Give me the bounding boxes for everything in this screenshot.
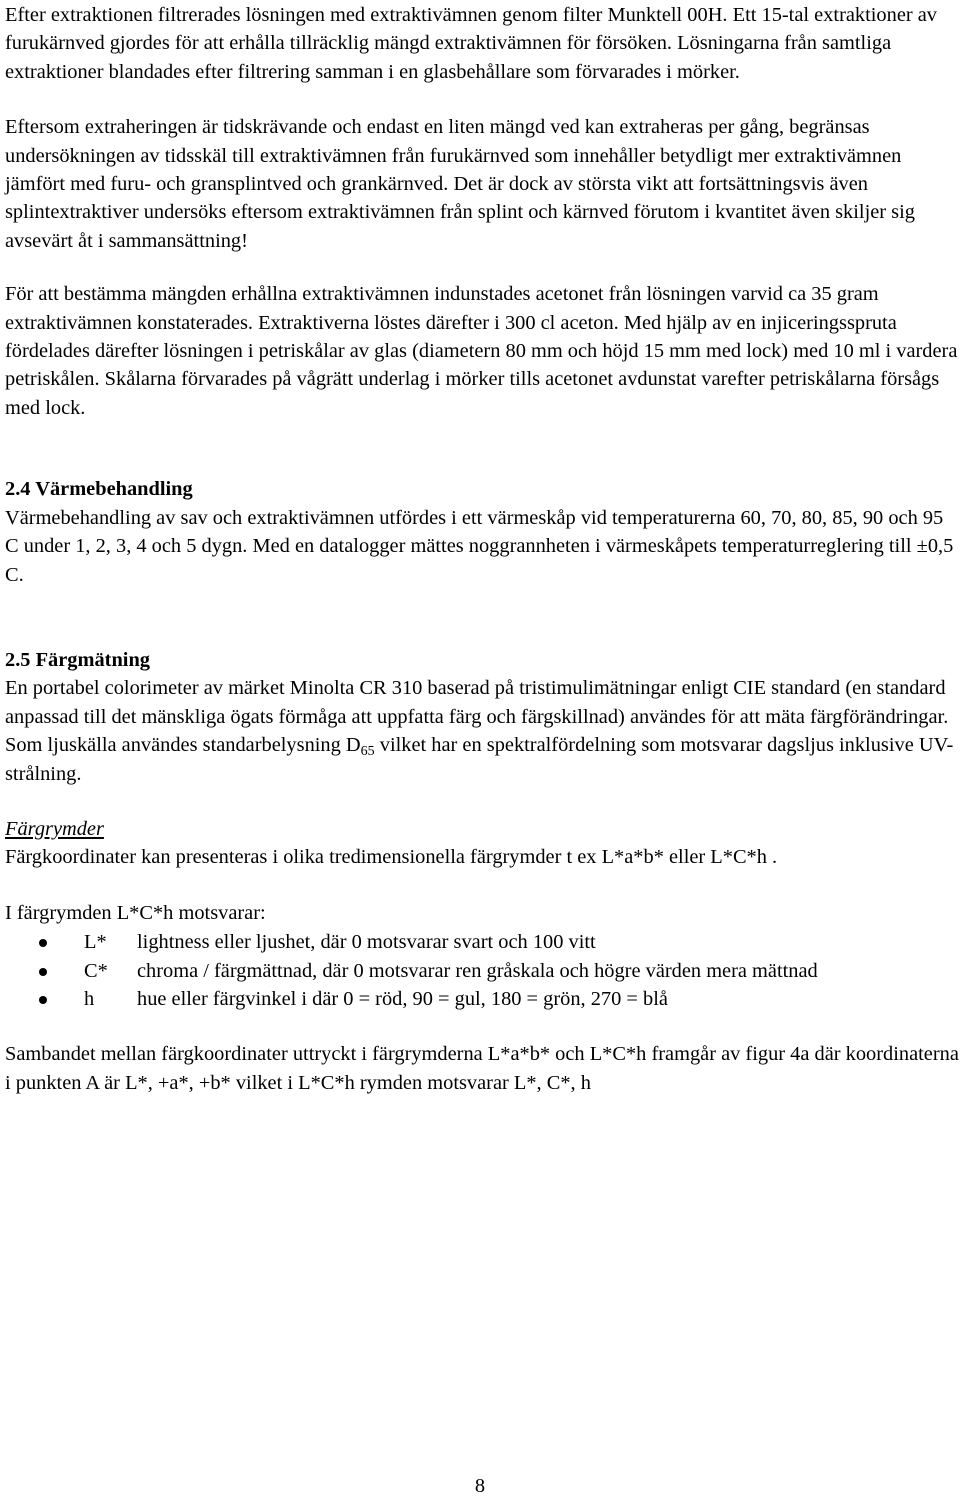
subheading-fargrymder: Färgrymder: [5, 817, 104, 840]
attribute-symbol: C*: [84, 959, 108, 982]
list-item: [5, 985, 960, 1013]
section-body-2-5-part1: En portabel colorimeter av märket Minolta CR 310 baserad på tristimulimätningar enligt CIE standard (en standard anpassad till det mänskliga ögats förmåga att uppfatta färg och färgskillnad) användes för att mäta färgförändringar. Som ljuskälla användes standarbelysning D: [5, 677, 949, 757]
attribute-description: hue eller färgvinkel i där 0 = röd, 90 = gul, 180 = grön, 270 = blå: [137, 987, 668, 1010]
illuminant-subscript: 65: [360, 744, 375, 760]
attribute-description: lightness eller ljushet, där 0 motsvarar svart och 100 vitt: [137, 931, 596, 954]
color-attribute-list: [5, 928, 960, 1013]
section-body-2-5: [5, 674, 960, 788]
attribute-symbol: h: [84, 987, 95, 1010]
section-heading-2-4: 2.4 Värmebehandling: [5, 478, 193, 501]
paragraph-extraction-scope: Eftersom extraheringen är tidskrävande och endast en liten mängd ved kan extraheras per gång, begränsas undersökningen av tidsskäl till extraktivämnen från furukärnved som innehåller betydligt mer extraktivämnen jämfört med furu- och gransplintved och grankärnved. Det är dock av största vikt att fortsättningsvis även splintextraktiver undersöks eftersom extraktivämnen från splint och kärnved förutom i kvantitet även skiljer sig avsevärt åt i sammansättning!: [5, 116, 915, 252]
list-item: [5, 957, 960, 985]
list-item: [5, 928, 960, 956]
page-number: 8: [474, 1475, 486, 1497]
document-page: [5, 0, 960, 1097]
section-body-2-4: Värmebehandling av sav och extraktivämnen utfördes i ett värmeskåp vid temperaturerna 60, 70, 80, 85, 90 och 95 C under 1, 2, 3, 4 och 5 dygn. Med en datalogger mättes noggrannheten i värmeskåpets temperaturreglering till ±0,5 C.: [5, 506, 954, 586]
bullet-icon: [39, 968, 47, 976]
fargrymder-intro: I färgrymden L*C*h motsvarar:: [5, 901, 266, 924]
section-heading-2-5: 2.5 Färgmätning: [5, 648, 150, 671]
fargrymder-body: Färgkoordinater kan presenteras i olika tredimensionella färgrymder t ex L*a*b* eller L*C*h .: [5, 846, 778, 869]
paragraph-extractive-quantity: För att bestämma mängden erhållna extraktivämnen indunstades acetonet från lösningen varvid ca 35 gram extraktivämnen konstaterades. Extraktiverna löstes därefter i 300 cl aceton. Med hjälp av en injiceringsspruta fördelades därefter lösningen i petriskålar av glas (diametern 80 mm och höjd 15 mm med lock) med 10 ml i vardera petriskålen. Skålarna förvarades på vågrätt underlag i mörker tills acetonet avdunstat varefter petriskålarna försågs med lock.: [5, 283, 958, 419]
bullet-icon: [39, 996, 47, 1004]
fargrymder-closing: Sambandet mellan färgkoordinater uttryckt i färgrymderna L*a*b* och L*C*h framgår av figur 4a där koordinaterna i punkten A är L*, +a*, +b* vilket i L*C*h rymden motsvarar L*, C*, h: [5, 1043, 959, 1094]
paragraph-extraction-filter: Efter extraktionen filtrerades lösningen med extraktivämnen genom filter Munktell 00H. Ett 15-tal extraktioner av furukärnved gjordes för att erhålla tillräcklig mängd extraktivämnen för försöken. Lösningarna från samtliga extraktioner blandades efter filtrering samman i en glasbehållare som förvarades i mörker.: [5, 4, 938, 83]
bullet-icon: [39, 939, 47, 947]
section-body-2-5-part2: vilket har en spektralfördelning som motsvarar dagsljus inklusive UV-strålning.: [5, 734, 954, 785]
attribute-description: chroma / färgmättnad, där 0 motsvarar ren gråskala och högre värden mera mättnad: [137, 959, 818, 982]
attribute-symbol: L*: [84, 931, 107, 954]
